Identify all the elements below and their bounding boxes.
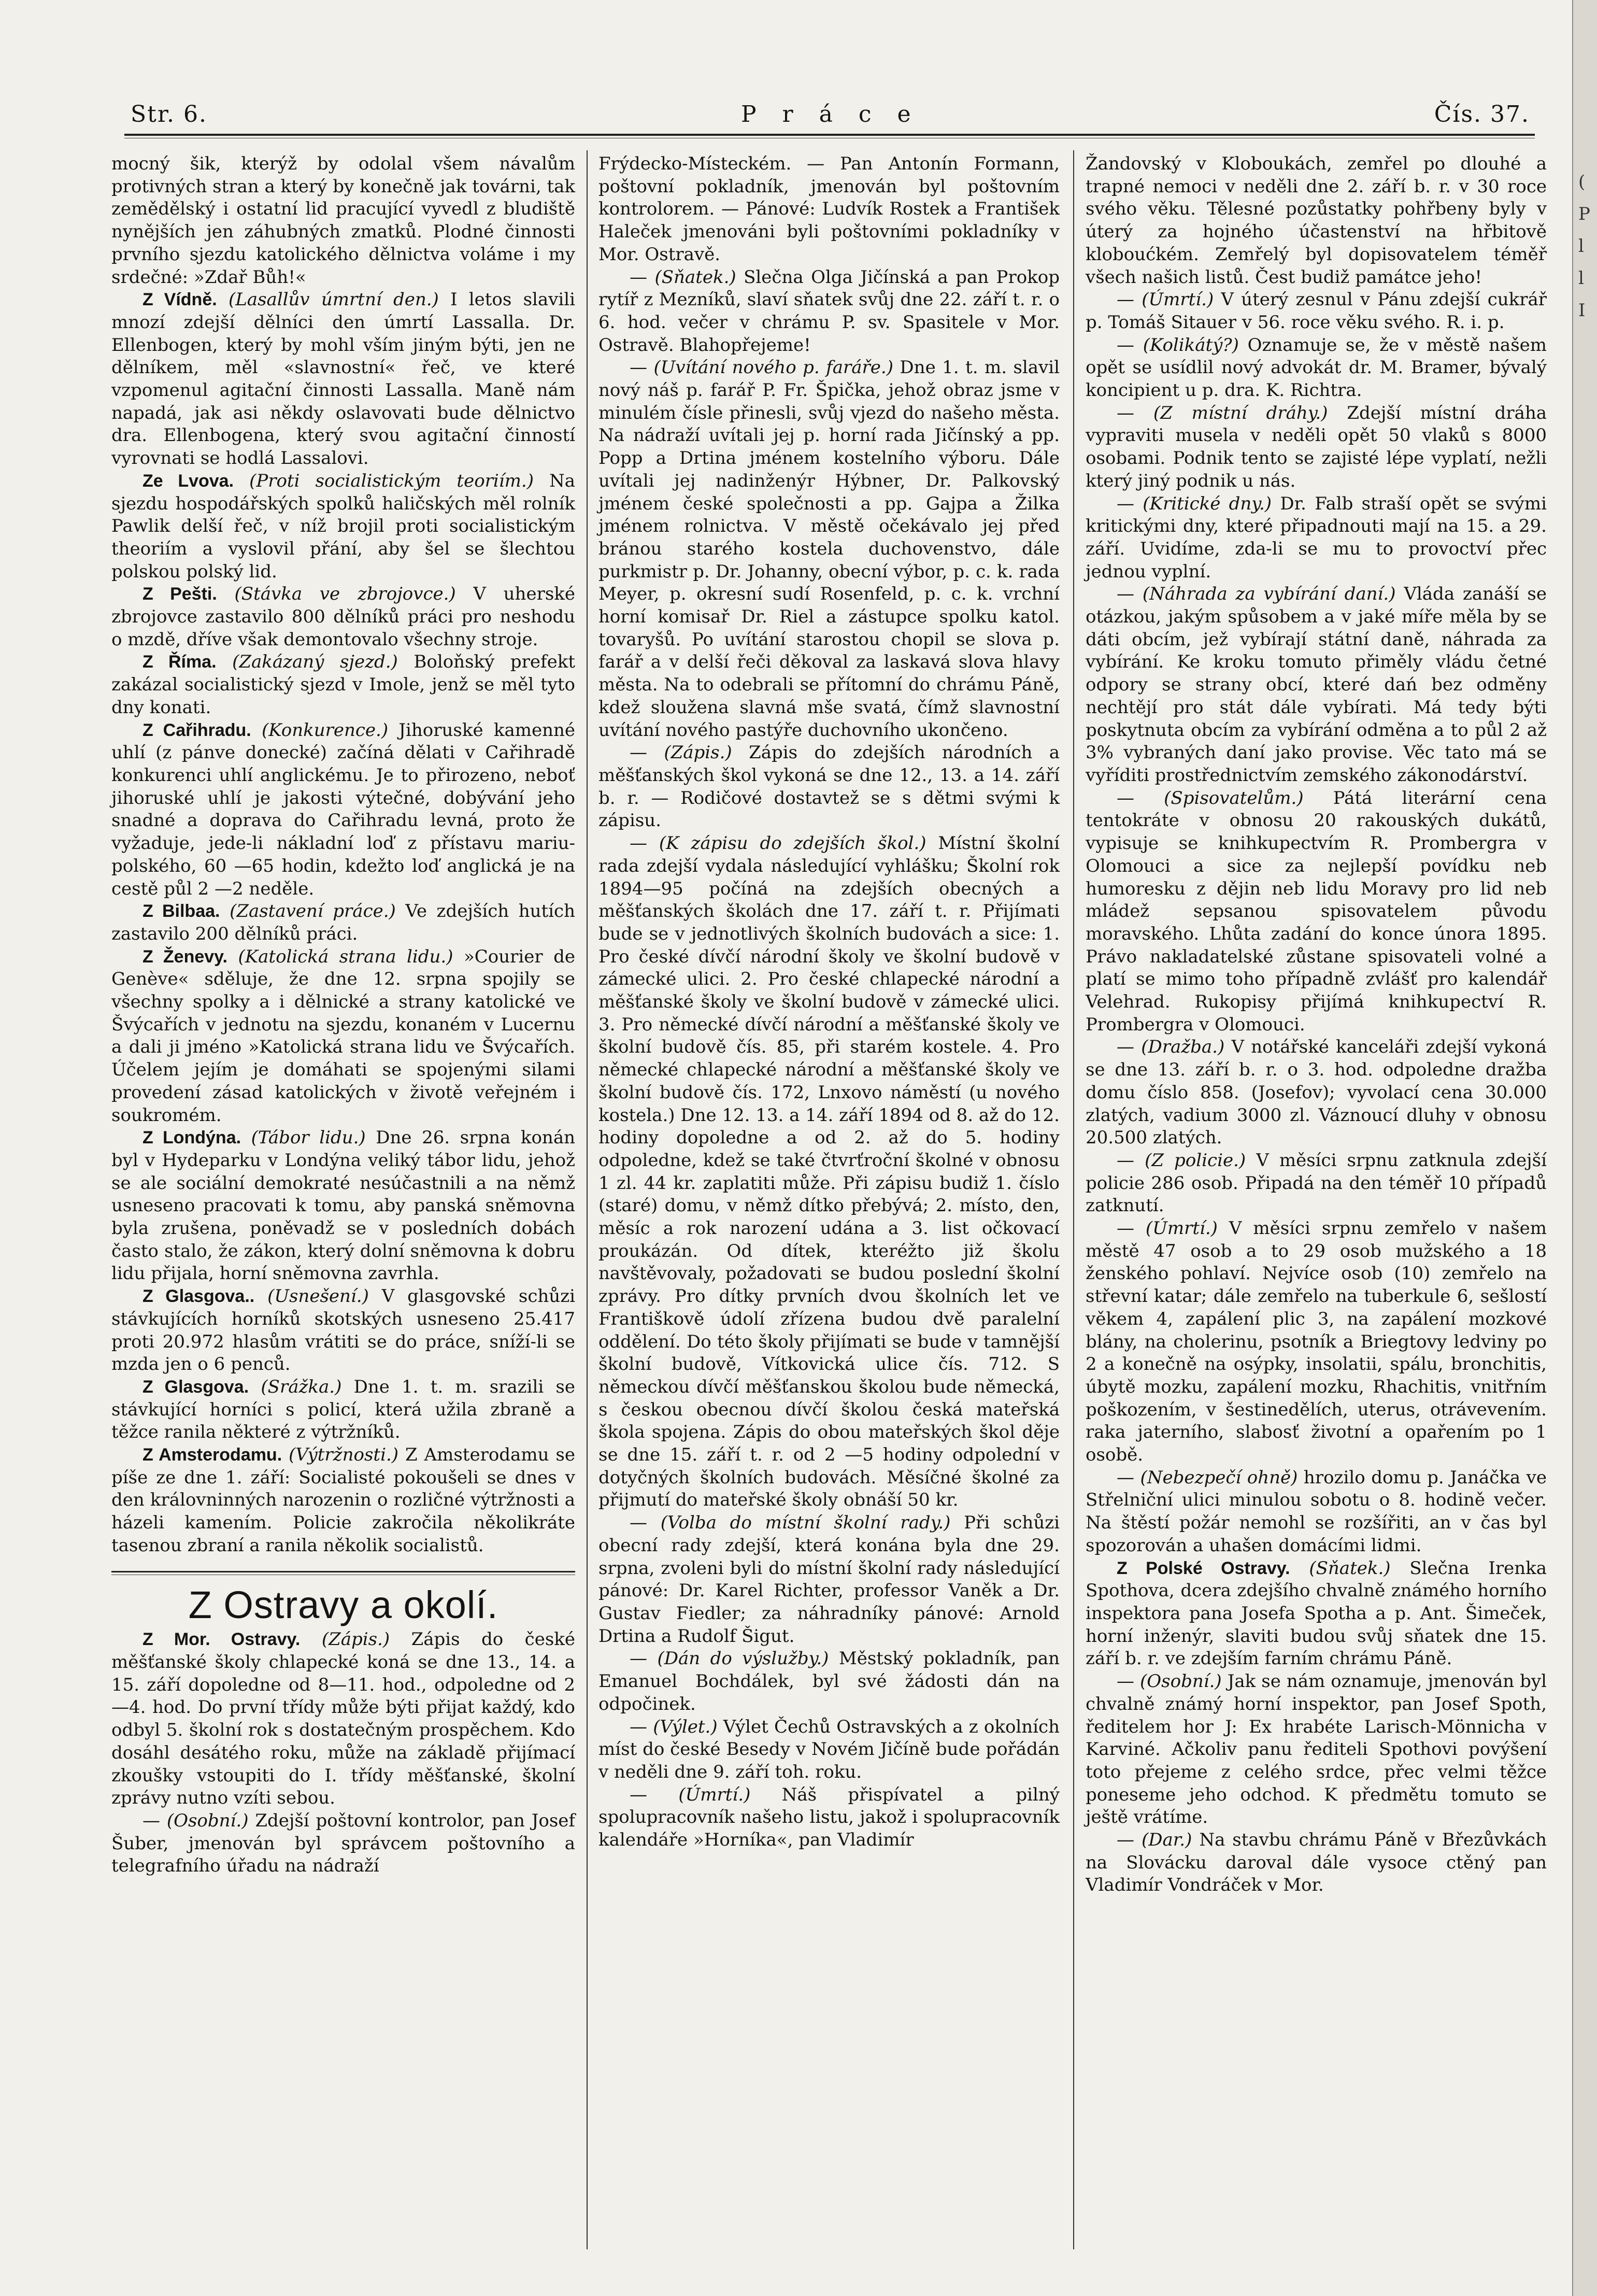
news-item-fire: — (Nebezpečí ohně) hrozilo domu p. Janáčka ve Střelniční ulici minulou sobotu o 8. hodině večer. Na štěstí požár nemohl se rozšířiti, an v čas byl spozorován a uhašen domácími lidmi. (1086, 1467, 1547, 1556)
news-item-local-railway: — (Z místní dráhy.) Zdejší místní dráha vypraviti musela v neděli opět 50 vlaků s 8000 osobami. Podnik tento se zajisté lépe vyplatí, nežli který jiný podnik u nás. (1086, 402, 1547, 491)
news-item-vienna: Z Vídně. (Lasallův úmrtní den.) I letos slavili mnozí zdejší dělníci den úmrtí Lassalla. Dr. Ellenbogen, který by mohl vším jiným býti, jen ne dělníkem, měl «slavnostní« řeč, ve které vzpomenul agitační činnosti Lassalla. Maně nám napadá, jak asi někdy oslavovati bude dělnictvo dra. Ellenbogena, který svou agitační činností vyrovnati se hodlá Lassalovi. (111, 289, 576, 469)
news-item-personal-2: — (Osobní.) Jak se nám oznamuje, jmenován byl chvalně známý horní inspektor, pan Josef Spoth, ředitelem hor J: Ex hrabéte Larisch-Mönnicha v Karviné. Ačkoliv panu řediteli Spothovi povýšení toto přejeme z celého srdce, přec velmi těžce poneseme jeho odchod. K předmětu tomuto se ještě vrátíme. (1086, 1671, 1547, 1828)
news-item-writers: — (Spisovatelům.) Pátá literární cena tentokráte v obnosu 20 rakouských dukátů, vypisuje se knihkupectvím R. Prombergra v Olomouci a sice za nejlepší povídku neb humoresku z dějin neb lidu Moravy pro lid neb mládež sepsanou spisovatelem původu moravského. Lhůta zadání do konce února 1895. Právo nakladatelské zůstane spisovateli volné a platí se mimo toho případně zvlášť pro kalendář Velehrad. Rukopisy přijímá knihkupectví R. Prombergra v Olomouci. (1086, 787, 1547, 1035)
news-item-bilbao: Z Bilbaa. (Zastavení práce.) Ve zdejších hutích zastavilo 200 dělníků práci. (111, 901, 575, 944)
news-item-amsterdam: Z Amsterodamu. (Výtržnosti.) Z Amsterodamu se píše ze dne 1. září: Socialisté pokoušeli se dnes v den královninných narozenin o rozličné výtržnosti a házeli kamením. Policie zakročila několikráte tasenou zbraní a ranila několik socialistů. (111, 1444, 575, 1556)
column-1 (111, 153, 575, 1878)
news-item-london: Z Londýna. (Tábor lidu.) Dne 26. srpna konán byl v Hydeparku v Londýna veliký tábor lidu, jehož se ale sociální demokraté nesúčastnili a na němž usneseno pracovati k tomu, aby panská sněmovna byla zrušena, poněvadž se v posledních dobách často stalo, že zákon, který dolní sněmovna k dobru lidu přijala, horní sněmovna zavrhla. (111, 1127, 575, 1284)
news-item-death-2: — (Úmrtí.) V úterý zesnul v Pánu zdejší cukrář p. Tomáš Sitauer v 56. roce věku svého. R. i. p. (1086, 289, 1547, 333)
adjacent-page-edge (1572, 0, 1597, 2296)
header-rule (124, 134, 1535, 136)
news-item-new-pastor: — (Uvítání nového p. faráře.) Dne 1. t. m. slavil nový náš p. farář P. Fr. Špička, jehož obraz jsme v minulém čísle přinesli, svůj vjezd do našeho města. Na nádraží uvítali jej p. horní rada Jičínský a pp. Popp a Drtina jménem kostelního výboru. Dále uvítali jej nadinženýr Hýbner, Dr. Palkovský jménem české společnosti a pp. Gajpa a Žilka jménem rolnictva. V městě očekávalo jej před bránou starého kostela duchovenstvo, dále purkmistr p. Dr. Johanny, obecní výbor, p. c. k. rada Meyer, p. okresní sudí Rosenfeld, p. c. k. vrchní horní komisař Dr. Riel a zástupce spolku katol. tovaryšů. Po uvítání starostou chopil se slova p. farář a v delší řeči děkoval za laskavá slova hlavy města. Na to odebrali se přítomní do chrámu Páně, kdež sloužena slavná mše svatá, čímž slavnostní uvítání nového pastýře duchovního ukončeno. (598, 357, 1060, 741)
article-paragraph: Žandovský v Kloboukách, zemřel po dlouhé a trapné nemoci v neděli dne 2. září b. r. v 30 roce svého věku. Tělesné pozůstatky pohřbeny byly v úterý za hojného účastenství na hřbitově kloboućkém. Zemřelý byl dopisovatelem téměř všech našich listů. Čest budiž památce jeho! (1086, 153, 1547, 288)
news-item-school-notice: — (K zápisu do zdejších škol.) Místní školní rada zdejší vydala následující vyhlášku; Školní rok 1894—95 počíná na zdejších obecných a měšťanských školách dne 17. září t. r. Přijímati bude se v jednotlivých školních budovách a sice: 1. Pro české dívčí národní školy ve školní budově v zámecké ulici. 2. Pro české chlapecké národní a měšťanské školy ve školní budově v zámecké ulici. 3. Pro německé dívčí národní a měšťanské školy ve školní budově čís. 85, při starém kostele. 4. Pro německé chlapecké národní a měšťanské školy ve školní budově čís. 172, Lnxovo náměstí (u nového kostela.) Dne 12. 13. a 14. září 1894 od 8. až do 12. hodiny dopoledne a od 2. až do 5. hodiny odpoledne, kdež se také čtvrťroční školné v obnosu 1 zl. 44 kr. zaplatiti může. Při zápisu budiž 1. číslo (staré) domu, v němž dítko přebývá; 2. místo, den, měsíc a rok narození udána a 3. list očkovací proukázán. Od dítek, kteréžto již školu navštěvovaly, požadovati se budou poslední školní zprávy. Pro dítky prvních dvou školních let ve Františkově údolí zřízena budou dvě paralelní oddělení. Do této školy přijímati se bude v tamnější školní budově, Vítkovická ulice čís. 712. S německou dívčí měšťanskou školou bude německá, s českou obecnou dívčí školou česká mateřská škola spojena. Zápis do obou mateřských škol děje se dne 15. září t. r. od 2 —5 hodiny odpolední v dotyčných školních budovách. Měsíčné školné za přijmutí do mateřské školy obnáší 50 kr. (598, 833, 1060, 1511)
edge-glyphs: ( P l l I (1578, 172, 1590, 321)
news-item-critical-days: — (Kritické dny.) Dr. Falb straší opět se svými kritickými dny, které připadnouti mají na 15. a 29. září. Uvidíme, zda-li se mu to provoctví přec jednou vyplní. (1086, 493, 1547, 582)
issue-number: Čís. 37. (1434, 101, 1530, 127)
news-item-death: — (Úmrtí.) Náš přispívatel a pilný spolupracovník našeho listu, jakož i spolupracovník kalendáře »Horníka«, pan Vladimír (598, 1784, 1060, 1851)
news-item-tax-collection: — (Náhrada za vybírání daní.) Vláda zanáší se otázkou, jakým spůsobem a v jaké míře měla by se dáti obcím, jež vybírají státní daně, náhrada za vybírání. Ke kroku tomuto přiměly vládu četné odpory se strany obcí, které dań bez odměny nechtějí pro stát dále vybírati. Má tedy býti poskytnuta obcím za vybírání odměna a to půl 2 až 3% vybraných daní jako provise. Věc tato má se vyříditi prostřednictvím zemského zákonodárství. (1086, 584, 1547, 786)
news-item-school-board: — (Volba do místní školní rady.) Při schůzi obecní rady zdejší, která konána byla dne 29. srpna, zvoleni byli do místní školní rady následující pánové: Dr. Karel Richter, professor Vaněk a Dr. Gustav Fiedler; za náhradníky pánové: Arnold Drtina a Rudolf Šigut. (598, 1512, 1060, 1647)
news-item-glasgow-2: Z Glasgova. (Srážka.) Dne 1. t. m. srazili se stávkující horníci s policí, která užila zbraně a těžce ranila některé z výtržníků. (111, 1376, 575, 1443)
news-item-geneva: Z Ženevy. (Katolická strana lidu.) »Courier de Genève« sděluje, že dne 12. srpna spojily se všechny spolky a i dělnické a strany katolické ve Švýcařích v jednotu na sjezdu, konaném v Lucernu a dali ji jméno »Katolická strana lidu ve Švýcařích. Účelem jejím je domáhati se spojenými silami provedení zásad katolických v životě veřejném i soukromém. (111, 946, 576, 1126)
news-item-police: — (Z policie.) V měsíci srpnu zatknula zdejší policie 286 osob. Připadá na den téměř 10 případů zatknutí. (1086, 1150, 1547, 1216)
news-item-enrollment: — (Zápis.) Zápis do zdejších národních a měšťanských škol vykoná se dne 12., 13. a 14. září b. r. — Rodičové dostavtež se s dětmi svými k zápisu. (598, 742, 1060, 831)
article-paragraph: mocný šik, kterýž by odolal všem návalům protivných stran a který by konečně jak továrni, tak zemědělský i ostatní lid pracující vyvedl z bludiště nynějších jen záhubných zmatků. Plodné činnosti prvního sjezdu katolického dělnictva voláme i my srdečné: »Zdař Bůh!« (111, 153, 575, 288)
article-paragraph: Frýdecko-Místeckém. — Pan Antonín Formann, poštovní pokladník, jmenován byl poštovním kontrolorem. — Pánové: Ludvík Rostek a František Haleček jmenováni byli poštovními pokladníky v Mor. Ostravě. (598, 153, 1060, 265)
news-item-retirement: — (Dán do výslužby.) Městský pokladník, pan Emanuel Bochdálek, byl své žádosti dán na odpočinek. (598, 1648, 1060, 1714)
news-item-auction: — (Dražba.) V notářské kanceláři zdejší vykoná se dne 13. září b. r. o 3. hod. odpoledne dražba domu číslo 858. (Josefov); vyvolací cena 30.000 zlatých, vadium 3000 zl. Váznoucí dluhy v obnosu 20.500 zlatých. (1086, 1037, 1547, 1149)
column-2 (598, 153, 1060, 1852)
news-item-pest: Z Pešti. (Stávka ve zbrojovce.) V uherské zbrojovce zastavilo 800 dělníků práci pro neshodu o mzdě, dříve však demontovalo všechny stroje. (111, 584, 575, 650)
news-item-rome: Z Říma. (Zakázaný sjezd.) Boloňský prefekt zakázal socialistický sjezd v Imole, jenž se měl tyto dny konati. (111, 651, 575, 718)
news-item-excursion: — (Výlet.) Výlet Čechů Ostravských a z okolních míst do české Besedy v Novém Jičíně bude pořádán v neděli dne 9. září toh. roku. (598, 1716, 1060, 1782)
news-item-wedding: — (Sňatek.) Slečna Olga Jičínská a pan Prokop rytíř z Mezníků, slaví sňatek svůj dne 22. září t. r. o 6. hod. večer v chrámu P. sv. Spasitele v Mor. Ostravě. Blahopřejeme! (598, 266, 1060, 356)
section-rule (111, 1571, 575, 1572)
news-item-constantinople: Z Cařihradu. (Konkurence.) Jihoruské kamenné uhlí (z pánve donecké) začíná dělati v Cařihradě konkurenci uhlí anglickému. Je to přirozeno, neboť jihoruské uhlí je jakosti výtečné, dobývání jeho snadné a doprava do Cařihradu levná, proto že vyžaduje, jede-li nákladní loď z přístavu mariu-polského, 60 —65 hodin, kdežto loď anglická je na cestě půl 2 —2 neděle. (111, 719, 575, 899)
page-number: Str. 6. (131, 101, 207, 127)
news-item-polska-ostrava: Z Polské Ostravy. (Sňatek.) Slečna Irenka Spothova, dcera zdejšího chvalně známého horního inspektora pana Josefa Spotha a p. Ant. Šimeček, horní inženýr, slaviti budou svůj sňatek dne 15. září b. r. ve zdejším farním chrámu Páně. (1086, 1557, 1547, 1669)
column-3 (1086, 153, 1547, 1897)
newspaper-title: P r á c e (741, 101, 920, 127)
news-item-mortality: — (Úmrtí.) V měsíci srpnu zemřelo v našem městě 47 osob a to 29 osob mužského a 18 ženského pohlaví. Nejvíce osob (10) zemřelo na střevní katar; dále zemřelo na tuberkule 6, sešlostí věkem 4, zapálení plic 3, na zapálení mozkové blány, na cholerinu, psotník a Briegtovy ledviny po 2 a konečně na osýpky, insolatii, spálu, bronchitis, úbytě mozku, zapálení mozku, Rhachitis, vnitřním poškozením, v šestinedělích, uterus, otrávevením. raka jaterního, slabosť životní a opařením po 1 osobě. (1086, 1218, 1547, 1466)
column-divider (1073, 150, 1074, 2249)
news-item-personal: — (Osobní.) Zdejší poštovní kontrolor, pan Josef Šuber, jmenován byl správcem poštovního a telegrafního úřadu na nádraží (111, 1810, 575, 1877)
news-item-lvov: Ze Lvova. (Proti socialistickým teoriím.) Na sjezdu hospodářských spolků haličských měl rolník Pawlik delší řeč, v níž brojil proti socialistickým theoriím a vyslovil přání, aby šel se šlechtou polskou polský lid. (111, 470, 576, 582)
column-divider (587, 150, 588, 2249)
news-item-advocate: — (Kolikátý?) Oznamuje se, že v městě našem opět se usídlil nový advokát dr. M. Bramer, bývalý koncipient u p. dra. K. Richtra. (1086, 334, 1547, 401)
news-item-donation: — (Dar.) Na stavbu chrámu Páně v Březůvkách na Slovácku daroval dále vysoce ctěný pan Vladimír Vondráček v Mor. (1086, 1830, 1547, 1896)
news-item-glasgow-1: Z Glasgova.. (Usnešení.) V glasgovské schůzi stávkujících horníků skotských usneseno 25.417 proti 20.972 hlasům vrátiti se do práce, sníží-li se mzda jen o 6 penců. (111, 1286, 575, 1375)
news-item-ostrava-enrollment: Z Mor. Ostravy. (Zápis.) Zápis do české měšťanské školy chlapecké koná se dne 13., 14. a 15. září dopoledne od 8—11. hod., odpoledne od 2—4. hod. Do první třídy může býti přijat každý, kdo odbyl 5. školní rok s dostatečným prospěchem. Kdo dosáhl desátého roku, může na základě přijímací zkoušky vstoupiti do I. třídy měšťanské, školní zprávy nutno vzíti sebou. (111, 1629, 575, 1809)
section-heading: Z Ostravy a okolí. (188, 1583, 498, 1626)
